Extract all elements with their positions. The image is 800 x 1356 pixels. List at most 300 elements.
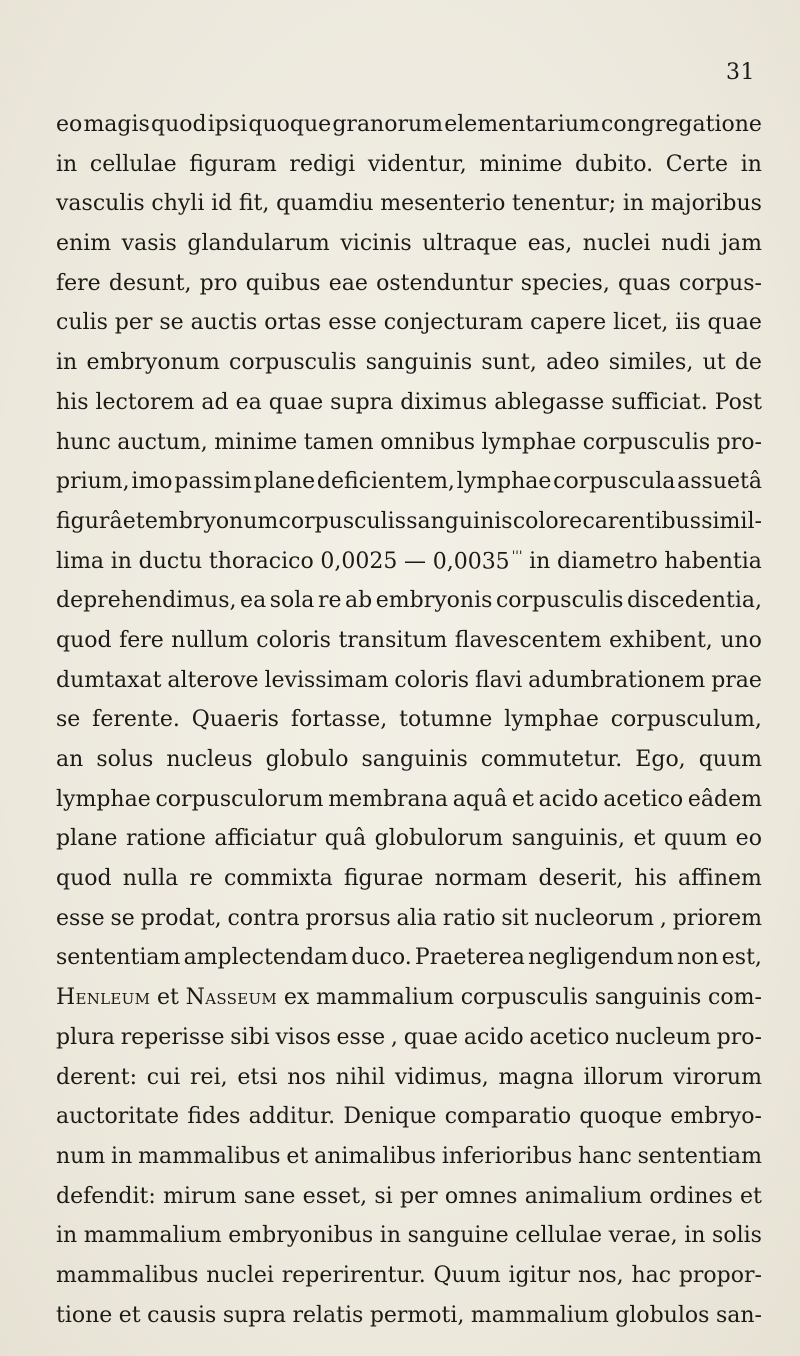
word: sententiam bbox=[637, 1143, 762, 1169]
word: uno bbox=[720, 627, 762, 653]
word: id bbox=[211, 191, 233, 217]
word: passim bbox=[174, 469, 252, 495]
text-line bbox=[56, 945, 762, 985]
text-line bbox=[56, 152, 762, 192]
word: omnes bbox=[444, 1183, 518, 1209]
text-line bbox=[56, 310, 762, 350]
text-line bbox=[56, 1263, 762, 1303]
word: pro- bbox=[716, 429, 762, 455]
word: ultraque bbox=[422, 231, 518, 257]
text-line bbox=[56, 866, 762, 906]
word: sane bbox=[243, 1183, 296, 1209]
word: nuclei bbox=[582, 231, 651, 257]
text-line bbox=[56, 112, 762, 152]
word: transitum bbox=[338, 627, 448, 653]
word: corpusculis bbox=[495, 588, 624, 614]
word: Quaeris bbox=[191, 707, 279, 733]
word: mammalibus bbox=[56, 1262, 199, 1288]
word: quae bbox=[268, 389, 324, 415]
word: et bbox=[122, 508, 145, 534]
word: diximus bbox=[400, 389, 488, 415]
word: in bbox=[111, 1143, 133, 1169]
word: cellulae bbox=[89, 151, 177, 177]
word: 0,0025 bbox=[320, 548, 398, 574]
word: plane bbox=[253, 469, 316, 495]
word: cellulae bbox=[515, 1223, 602, 1249]
text-line bbox=[56, 1144, 762, 1184]
word: embryonum bbox=[86, 350, 220, 376]
text-line bbox=[56, 191, 762, 231]
word: Quum bbox=[433, 1262, 501, 1288]
word: exhibent, bbox=[609, 627, 713, 653]
word: , bbox=[390, 1024, 398, 1050]
word: quod bbox=[56, 627, 112, 653]
word: nihil bbox=[335, 1064, 386, 1090]
word: in bbox=[622, 191, 645, 217]
word: eo bbox=[735, 826, 762, 852]
word: corpusculis bbox=[278, 508, 406, 534]
word: jam bbox=[721, 231, 762, 257]
page-number: 31 bbox=[726, 60, 755, 85]
word: in bbox=[529, 548, 551, 574]
word: sufficiat. bbox=[611, 389, 708, 415]
word: commixta bbox=[224, 866, 333, 892]
word: corpuscula bbox=[553, 469, 676, 495]
word: defendit: bbox=[56, 1183, 156, 1209]
word: lima bbox=[56, 548, 105, 574]
word: magis bbox=[83, 112, 150, 137]
word: supra bbox=[222, 1302, 287, 1328]
word: est, bbox=[721, 945, 762, 971]
word: reperirentur. bbox=[281, 1262, 426, 1288]
word: ferente. bbox=[92, 707, 180, 733]
word: ratione bbox=[125, 826, 206, 852]
word: lymphae bbox=[456, 469, 552, 495]
word: quae bbox=[707, 310, 762, 336]
word: figurae bbox=[343, 866, 424, 892]
word: auctum, bbox=[117, 429, 208, 455]
word: tione bbox=[56, 1302, 113, 1328]
word: normam bbox=[434, 866, 528, 892]
word: ostenduntur bbox=[376, 270, 513, 296]
word: diametro bbox=[556, 548, 658, 574]
word: commutetur. bbox=[480, 747, 623, 772]
word: relatis bbox=[292, 1302, 364, 1328]
word: granorum bbox=[332, 112, 444, 137]
word: eae bbox=[328, 270, 368, 296]
word: quum bbox=[663, 826, 728, 852]
word: globulos bbox=[615, 1302, 710, 1328]
word: san- bbox=[715, 1302, 762, 1328]
word: eas, bbox=[527, 231, 573, 257]
word: corpusculis bbox=[229, 350, 357, 376]
word: visos bbox=[275, 1024, 331, 1050]
word: ut bbox=[702, 350, 726, 376]
word: minime bbox=[214, 429, 298, 455]
word: videntur, bbox=[367, 151, 467, 177]
text-line bbox=[56, 906, 762, 946]
word: nucleorum bbox=[534, 905, 654, 931]
text-line bbox=[56, 747, 762, 787]
word: duco. bbox=[351, 945, 412, 971]
word: carentibus bbox=[582, 508, 701, 534]
word: his bbox=[56, 389, 89, 415]
word: auctis bbox=[190, 310, 258, 336]
word: ordines bbox=[649, 1183, 733, 1209]
word: congregatione bbox=[601, 112, 762, 137]
word: coloris bbox=[394, 667, 470, 693]
word: propor- bbox=[678, 1262, 762, 1288]
word: acetico bbox=[529, 1024, 610, 1050]
word: his bbox=[634, 866, 667, 892]
word: animalibus bbox=[314, 1143, 437, 1169]
word: quoque bbox=[248, 112, 332, 137]
word: licet, bbox=[613, 310, 669, 336]
word: ortas bbox=[264, 310, 322, 336]
word: esse bbox=[56, 905, 105, 931]
word: omnibus bbox=[380, 429, 476, 455]
word: flavi bbox=[474, 667, 523, 693]
word: negligendum bbox=[528, 945, 674, 971]
text-line bbox=[56, 549, 762, 589]
word: corpusculis bbox=[460, 985, 589, 1011]
text-line bbox=[56, 1065, 762, 1105]
word: globulorum bbox=[374, 826, 504, 852]
word: lymphae bbox=[504, 707, 599, 733]
word: quoque bbox=[579, 1104, 663, 1130]
text-line bbox=[56, 271, 762, 311]
word: ratio bbox=[442, 905, 496, 931]
text-line bbox=[56, 390, 762, 430]
word: embryonum bbox=[144, 508, 279, 534]
word: tamen bbox=[303, 429, 374, 455]
word: afficiatur bbox=[214, 826, 317, 852]
text-line bbox=[56, 985, 762, 1025]
word: sanguinis bbox=[365, 350, 473, 376]
word: mirum bbox=[163, 1183, 237, 1209]
word: corpusculis bbox=[582, 429, 711, 455]
word: embryonis bbox=[375, 588, 493, 614]
word: ipsi bbox=[207, 112, 248, 137]
word: verae, bbox=[608, 1223, 678, 1249]
word: discedentia, bbox=[626, 588, 762, 614]
word: nullum bbox=[171, 627, 249, 653]
word: fere bbox=[56, 270, 101, 296]
word: animalium bbox=[524, 1183, 643, 1209]
word: acido bbox=[463, 1024, 524, 1050]
word: in bbox=[110, 548, 132, 574]
word: sanguinis bbox=[594, 985, 702, 1011]
word: minime bbox=[479, 151, 563, 177]
word: in bbox=[379, 1223, 401, 1249]
word: non bbox=[676, 945, 719, 971]
word: Certe bbox=[665, 151, 729, 177]
text-line bbox=[56, 668, 762, 708]
word: elementarium bbox=[444, 112, 600, 137]
word: per bbox=[399, 1183, 438, 1209]
word: conjecturam bbox=[383, 310, 524, 336]
word: esse bbox=[328, 310, 377, 336]
word: et bbox=[286, 1143, 309, 1169]
word: affinem bbox=[678, 866, 762, 892]
word: quamdiu bbox=[276, 191, 374, 217]
word: embryo- bbox=[670, 1104, 762, 1130]
word: nudi bbox=[661, 231, 711, 257]
word: nucleum bbox=[615, 1024, 711, 1050]
word: et bbox=[511, 786, 534, 812]
word: lectorem bbox=[95, 389, 195, 415]
word: solus bbox=[96, 747, 154, 772]
word: se bbox=[110, 905, 135, 931]
word: et bbox=[118, 1302, 141, 1328]
word: re bbox=[317, 588, 342, 614]
word: sanguinis bbox=[361, 747, 468, 772]
word: coloris bbox=[256, 627, 331, 653]
word: Ego, bbox=[635, 747, 686, 772]
text-line bbox=[56, 231, 762, 271]
word: vidimus, bbox=[394, 1064, 489, 1090]
text-line bbox=[56, 1104, 762, 1144]
word: ductu bbox=[138, 548, 203, 574]
word: pro- bbox=[716, 1024, 762, 1050]
word: corpusculorum bbox=[155, 786, 324, 812]
word: sola bbox=[269, 588, 315, 614]
word: virorum bbox=[673, 1064, 762, 1090]
word: similes, bbox=[608, 350, 694, 376]
word: hunc bbox=[56, 429, 111, 455]
word: inferioribus bbox=[441, 1143, 573, 1169]
word: Nasseum bbox=[185, 985, 278, 1011]
word: hanc bbox=[577, 1143, 632, 1169]
word: corpusculum, bbox=[610, 707, 762, 733]
word: culis bbox=[56, 310, 108, 336]
word: esse bbox=[336, 1024, 386, 1050]
word: ex bbox=[283, 985, 310, 1011]
word: et bbox=[633, 826, 656, 852]
word: se bbox=[159, 310, 184, 336]
word: mammalium bbox=[83, 1223, 222, 1249]
word: cui bbox=[146, 1064, 181, 1090]
word: assuetâ bbox=[677, 469, 762, 495]
word: species, bbox=[520, 270, 610, 296]
word: et bbox=[740, 1183, 762, 1209]
word: se bbox=[56, 707, 81, 733]
word: sunt, bbox=[481, 350, 537, 376]
word: prodat, bbox=[140, 905, 222, 931]
word: plura bbox=[56, 1024, 115, 1050]
text-line bbox=[56, 1184, 762, 1224]
word: figurâ bbox=[56, 508, 123, 534]
word: ab bbox=[345, 588, 373, 614]
word: pro bbox=[199, 270, 238, 296]
word: de bbox=[734, 350, 762, 376]
text-line bbox=[56, 787, 762, 827]
word: igitur bbox=[508, 1262, 571, 1288]
word: nucleus bbox=[166, 747, 253, 772]
text-line bbox=[56, 430, 762, 470]
word: Denique bbox=[343, 1104, 437, 1130]
word: Henleum bbox=[56, 985, 151, 1011]
word: in bbox=[56, 350, 78, 376]
word: illorum bbox=[583, 1064, 664, 1090]
word: quae bbox=[403, 1024, 459, 1050]
word: corpus- bbox=[678, 270, 762, 296]
word: adeo bbox=[546, 350, 600, 376]
word: sanguine bbox=[407, 1223, 509, 1249]
text-line bbox=[56, 707, 762, 747]
word: capere bbox=[530, 310, 607, 336]
word: ea bbox=[235, 389, 262, 415]
word: adumbrationem bbox=[528, 667, 706, 693]
word: quâ bbox=[324, 826, 367, 852]
word: sibi bbox=[230, 1024, 270, 1050]
word: sanguinis, bbox=[511, 826, 625, 852]
word: aquâ bbox=[452, 786, 508, 812]
word: vasculis bbox=[56, 191, 145, 217]
word: prorsus bbox=[305, 905, 391, 931]
word: num bbox=[56, 1143, 106, 1169]
text-line bbox=[56, 469, 762, 509]
word: alterove bbox=[167, 667, 259, 693]
word: enim bbox=[56, 231, 112, 257]
word: Post bbox=[714, 389, 762, 415]
word: lymphae bbox=[481, 429, 577, 455]
word: vicinis bbox=[340, 231, 412, 257]
word: eâdem bbox=[687, 786, 762, 812]
word: tenentur; bbox=[512, 191, 617, 217]
word: colore bbox=[512, 508, 583, 534]
word: derent: bbox=[56, 1064, 138, 1090]
line-superscript: ''' bbox=[511, 548, 523, 564]
word: membrana bbox=[328, 786, 448, 812]
word: quas bbox=[618, 270, 671, 296]
word: lymphae bbox=[56, 786, 151, 812]
word: prae bbox=[711, 667, 762, 693]
word: dubito. bbox=[575, 151, 654, 177]
word: reperisse bbox=[120, 1024, 225, 1050]
word: fides bbox=[187, 1104, 241, 1130]
word: mammalium bbox=[316, 985, 454, 1011]
text-line bbox=[56, 1223, 762, 1263]
word: iis bbox=[675, 310, 701, 336]
word: in bbox=[684, 1223, 706, 1249]
word: alia bbox=[396, 905, 437, 931]
text-line bbox=[56, 1025, 762, 1065]
word: flavescentem bbox=[454, 627, 602, 653]
word: solis bbox=[712, 1223, 762, 1249]
word: habentia bbox=[664, 548, 762, 574]
word: levissimam bbox=[264, 667, 389, 693]
word: mammalibus bbox=[138, 1143, 281, 1169]
text-line bbox=[56, 1303, 762, 1343]
word: sanguinis bbox=[406, 508, 513, 534]
word: fortasse, bbox=[290, 707, 388, 733]
word: com- bbox=[708, 985, 762, 1011]
word: si bbox=[374, 1183, 393, 1209]
word: quod bbox=[151, 112, 207, 137]
word: esset, bbox=[302, 1183, 368, 1209]
word: deserit, bbox=[538, 866, 624, 892]
word: glandularum bbox=[187, 231, 330, 257]
word: additur. bbox=[248, 1104, 336, 1130]
word: vasis bbox=[121, 231, 177, 257]
word: quibus bbox=[245, 270, 321, 296]
word: redigi bbox=[289, 151, 356, 177]
word: mesenterio bbox=[380, 191, 506, 217]
word: contra bbox=[227, 905, 300, 931]
word: amplectendam bbox=[183, 945, 349, 971]
word: ea bbox=[240, 588, 267, 614]
word: quum bbox=[698, 747, 762, 772]
text-line bbox=[56, 588, 762, 628]
word: per bbox=[114, 310, 153, 336]
word: sit bbox=[501, 905, 529, 931]
word: nos bbox=[287, 1064, 326, 1090]
word: supra bbox=[330, 389, 394, 415]
word: plane bbox=[56, 826, 118, 852]
word: figuram bbox=[189, 151, 277, 177]
word: magna bbox=[498, 1064, 574, 1090]
word: Praeterea bbox=[414, 945, 525, 971]
text-line bbox=[56, 509, 762, 549]
word: comparatio bbox=[444, 1104, 572, 1130]
word: acido bbox=[538, 786, 599, 812]
word: etsi bbox=[237, 1064, 278, 1090]
word: deficientem, bbox=[316, 469, 455, 495]
word: ablegasse bbox=[494, 389, 605, 415]
word: simil- bbox=[701, 508, 762, 534]
word: acetico bbox=[603, 786, 684, 812]
word: sententiam bbox=[56, 945, 181, 971]
word: quod bbox=[56, 866, 112, 892]
word: permoti, bbox=[369, 1302, 465, 1328]
word: in bbox=[56, 1223, 78, 1249]
word: prium, bbox=[56, 469, 130, 495]
word: desunt, bbox=[108, 270, 192, 296]
word: thoracico bbox=[208, 548, 314, 574]
word: causis bbox=[147, 1302, 217, 1328]
word: ad bbox=[201, 389, 229, 415]
text-line bbox=[56, 826, 762, 866]
word: nuclei bbox=[206, 1262, 274, 1288]
word: deprehendimus, bbox=[56, 588, 237, 614]
word: an bbox=[56, 747, 84, 772]
word: , bbox=[659, 905, 667, 931]
word: in bbox=[740, 151, 762, 177]
word: totumne bbox=[399, 707, 493, 733]
word: embryonibus bbox=[228, 1223, 374, 1249]
word: re bbox=[189, 866, 213, 892]
word: priorem bbox=[672, 905, 762, 931]
text-line bbox=[56, 628, 762, 668]
word: auctoritate bbox=[56, 1104, 180, 1130]
text-line bbox=[56, 350, 762, 390]
word: dumtaxat bbox=[56, 667, 162, 693]
word: fere bbox=[119, 627, 164, 653]
word: nulla bbox=[122, 866, 179, 892]
word: chyli bbox=[151, 191, 205, 217]
word: hac bbox=[631, 1262, 672, 1288]
word: 0,0035 ''' bbox=[432, 548, 523, 574]
word: — bbox=[404, 548, 427, 574]
word: mammalium bbox=[470, 1302, 609, 1328]
body-text bbox=[56, 112, 762, 1342]
word: rei, bbox=[190, 1064, 228, 1090]
word: globulo bbox=[265, 747, 349, 772]
word: majoribus bbox=[650, 191, 762, 217]
word: imo bbox=[131, 469, 173, 495]
word: fit, bbox=[238, 191, 270, 217]
